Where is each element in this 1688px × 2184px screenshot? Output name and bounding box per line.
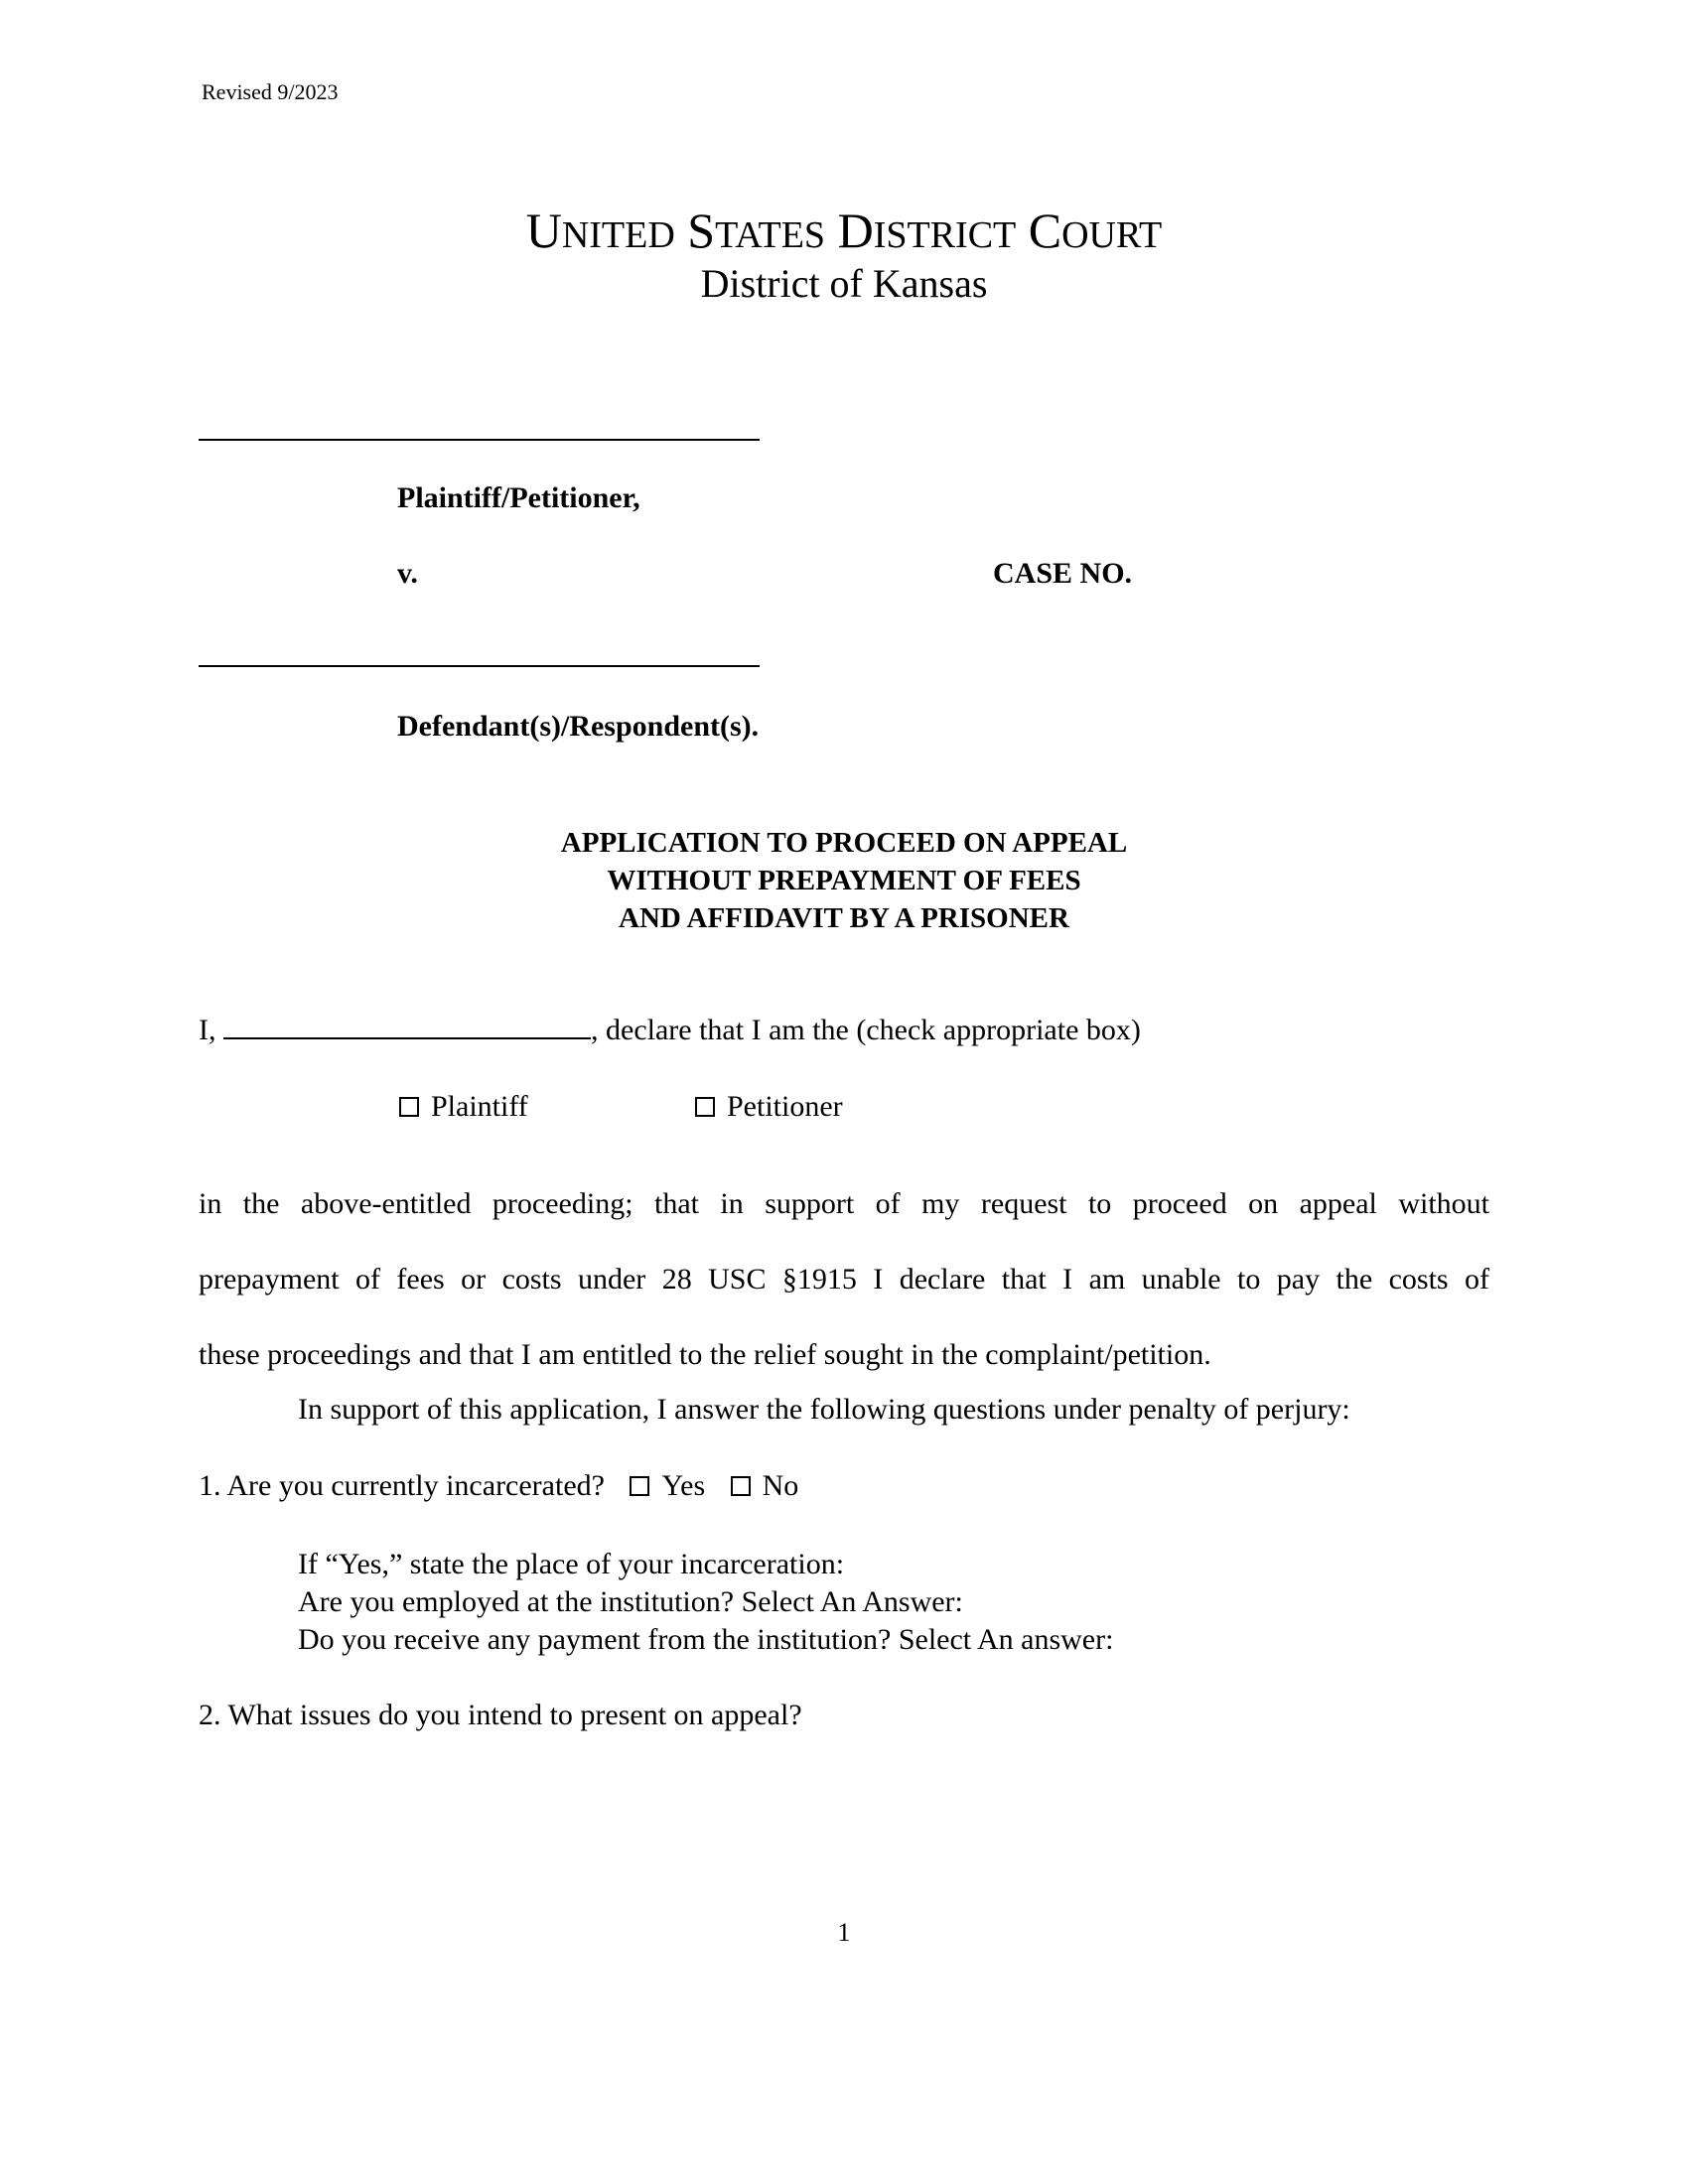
subquestion-payment: Do you receive any payment from the institution? Select An answer:: [298, 1623, 1114, 1656]
application-title-line: AND AFFIDAVIT BY A PRISONER: [619, 902, 1069, 934]
q1-option-yes[interactable]: [630, 1469, 705, 1502]
court-title-word: STATES: [687, 203, 826, 258]
q1-no-checkbox[interactable]: [731, 1476, 751, 1496]
versus-label: v.: [397, 557, 418, 590]
option-petitioner[interactable]: [695, 1090, 843, 1124]
petitioner-checkbox[interactable]: [695, 1097, 715, 1117]
q1-yes-checkbox[interactable]: [630, 1476, 649, 1496]
defendant-name-line[interactable]: [199, 665, 760, 667]
court-district: District of Kansas: [700, 261, 988, 306]
application-title-line: WITHOUT PREPAYMENT OF FEES: [607, 865, 1081, 896]
court-title: [0, 202, 1688, 264]
plaintiff-name-line[interactable]: [199, 439, 760, 441]
support-statement: In support of this application, I answer the following questions under penalty of perjury:: [298, 1393, 1350, 1426]
declarant-name-blank[interactable]: [223, 1014, 591, 1039]
question-1-subquestions: [298, 1546, 1113, 1659]
plaintiff-label: Plaintiff/Petitioner,: [397, 481, 640, 514]
option-plaintiff[interactable]: [399, 1090, 528, 1124]
question-1: [199, 1469, 798, 1503]
plaintiff-checkbox[interactable]: [399, 1097, 419, 1117]
paragraph-line: in the above-entitled proceeding; that in support of my request to proceed on appeal without: [199, 1187, 1489, 1220]
subquestion-place: If “Yes,” state the place of your incarceration:: [298, 1548, 845, 1580]
application-title-line: APPLICATION TO PROCEED ON APPEAL: [560, 827, 1128, 859]
revision-date: Revised 9/2023: [202, 79, 339, 104]
question-1-text: 1. Are you currently incarcerated?: [199, 1469, 605, 1502]
defendant-label: Defendant(s)/Respondent(s).: [397, 710, 760, 743]
option-petitioner-label: Petitioner: [727, 1090, 843, 1123]
declaration-line: [199, 1014, 1141, 1047]
subquestion-employed: Are you employed at the institution? Select An Answer:: [298, 1585, 963, 1618]
court-title-word: DISTRICT: [837, 203, 1017, 258]
q1-option-no[interactable]: [731, 1469, 799, 1502]
paragraph-line: prepayment of fees or costs under 28 USC §1915 I declare that I am unable to pay the costs of: [199, 1263, 1489, 1296]
paragraph-line: these proceedings and that I am entitled to the relief sought in the complaint/petition.: [199, 1338, 1211, 1371]
case-number-label: CASE NO.: [993, 557, 1133, 590]
court-title-word: UNITED: [525, 203, 675, 258]
court-title-word: COURT: [1028, 203, 1163, 258]
q1-no-label: No: [762, 1469, 799, 1502]
application-title: [0, 824, 1688, 937]
declaration-paragraph: [199, 1166, 1489, 1393]
question-2: 2. What issues do you intend to present on appeal?: [199, 1699, 802, 1731]
q1-yes-label: Yes: [661, 1469, 706, 1502]
option-plaintiff-label: Plaintiff: [431, 1090, 528, 1123]
declaration-suffix: , declare that I am the (check appropriate box): [591, 1014, 1141, 1046]
page-number: 1: [837, 1918, 851, 1947]
declaration-prefix: I,: [199, 1014, 216, 1046]
